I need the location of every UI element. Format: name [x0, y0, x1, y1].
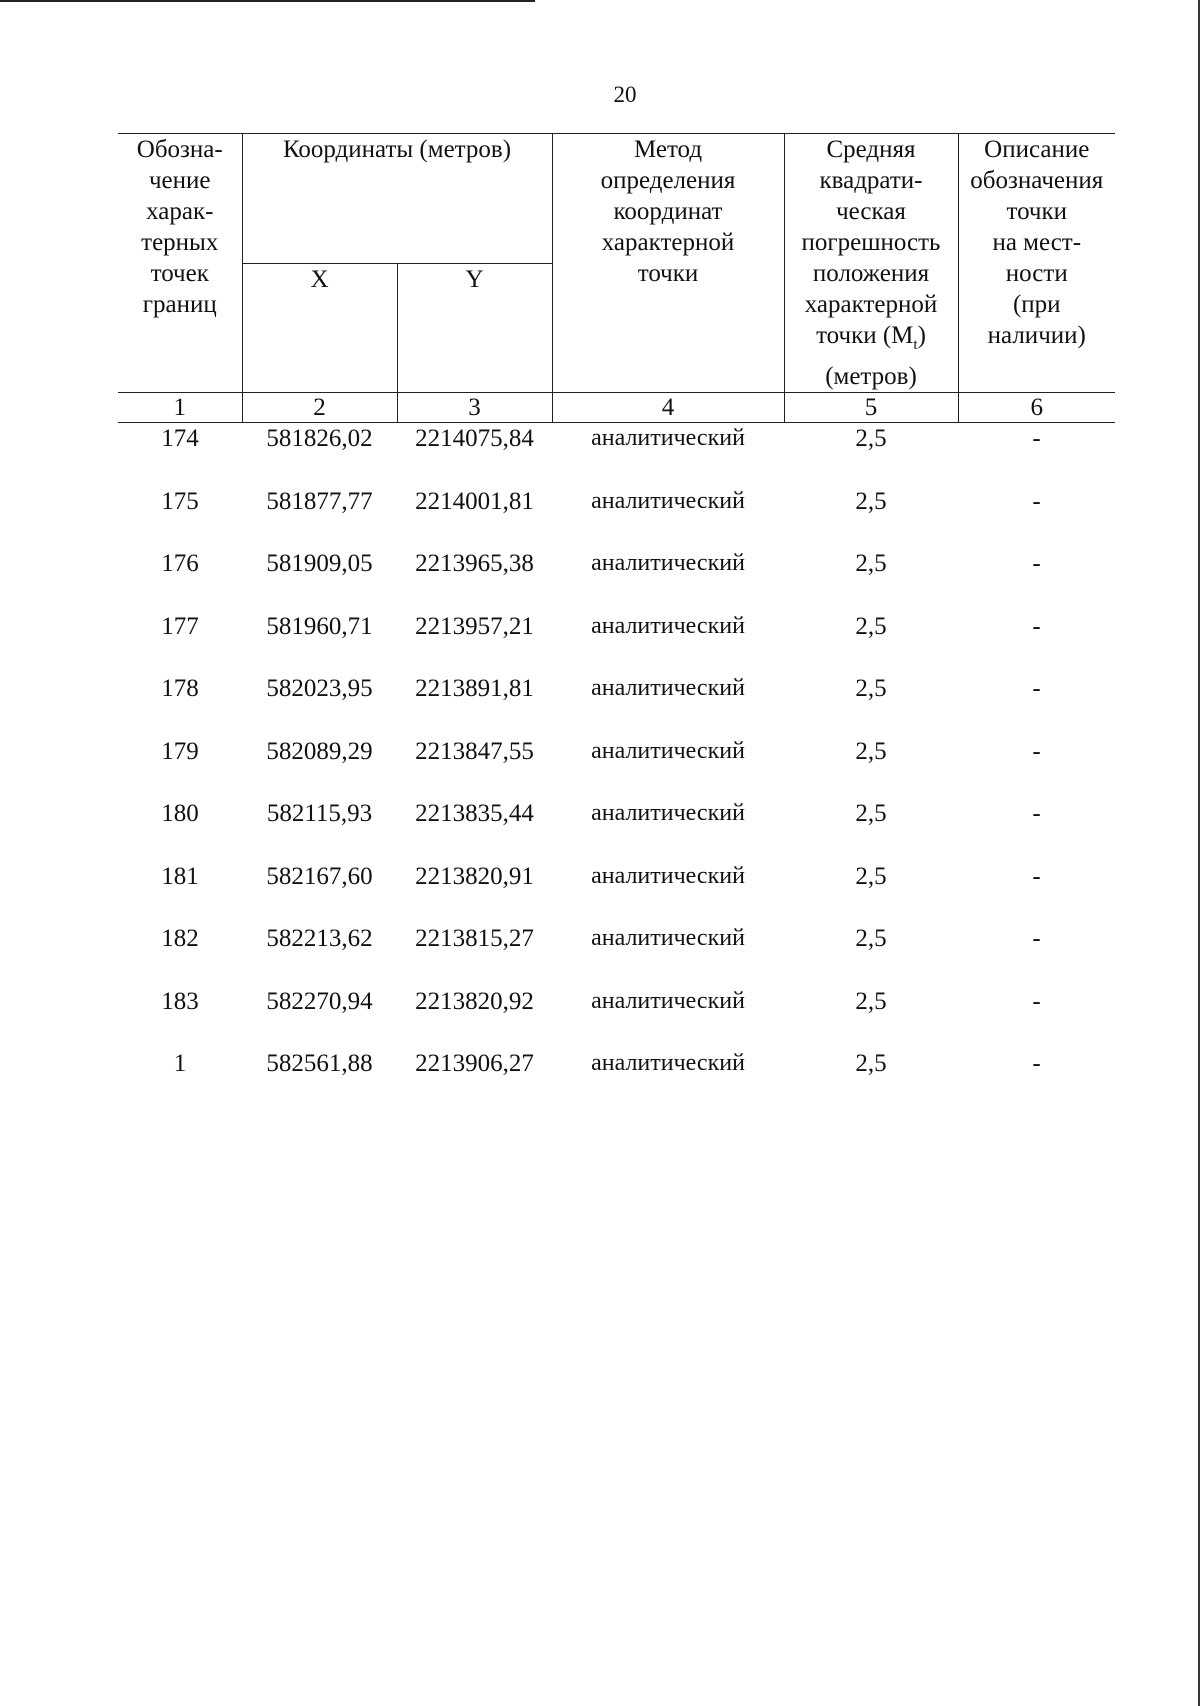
x-cell: 581826,02 [266, 425, 373, 452]
y-cell: 2213820,92 [415, 987, 534, 1015]
point-cell: 177 [161, 612, 199, 640]
header-designation [118, 134, 242, 393]
description-cell: - [1032, 862, 1041, 890]
x-cell: 581909,05 [266, 550, 373, 577]
column-number: 6 [958, 393, 1115, 423]
header-line: (метров) [825, 363, 917, 390]
table-row [118, 423, 1115, 486]
method-cell: аналитический [591, 675, 745, 701]
table-row [118, 798, 1115, 861]
error-cell: 2,5 [855, 862, 887, 890]
header-line: характерной [601, 229, 735, 256]
error-cell: 2,5 [855, 550, 887, 577]
column-numbers-row [118, 393, 1115, 423]
y-cell: 2213957,21 [415, 612, 534, 640]
point-cell: 181 [161, 862, 199, 890]
y-cell: 2213820,91 [415, 862, 534, 890]
header-line: Описание [984, 136, 1090, 163]
mt-suffix: ) [917, 322, 926, 349]
y-cell: 2213965,38 [415, 550, 534, 577]
header-line: точек [150, 260, 209, 287]
x-cell: 582023,95 [266, 675, 373, 702]
description-cell: - [1032, 487, 1041, 515]
header-line: точки [637, 260, 699, 287]
error-cell: 2,5 [855, 612, 887, 640]
header-line: ности [1005, 260, 1068, 287]
x-cell: 581960,71 [266, 612, 373, 640]
header-line: характерной [804, 291, 938, 318]
header-rmse [784, 134, 958, 393]
header-line: терных [141, 229, 219, 256]
table-row [118, 486, 1115, 549]
page-number: 20 [613, 82, 637, 107]
column-number: 5 [784, 393, 958, 423]
error-cell: 2,5 [855, 1050, 887, 1077]
x-cell: 582089,29 [266, 737, 373, 765]
method-cell: аналитический [591, 612, 745, 639]
y-cell: 2213815,27 [415, 925, 534, 952]
error-cell: 2,5 [855, 925, 887, 952]
table-row [118, 611, 1115, 674]
point-cell: 183 [161, 987, 199, 1015]
boundary-points-table [118, 133, 1115, 1111]
point-cell: 175 [161, 487, 199, 515]
x-cell: 582270,94 [266, 987, 373, 1015]
table-row [118, 923, 1115, 986]
x-cell: 581877,77 [266, 487, 373, 515]
header-line: Обозна- [136, 136, 223, 163]
y-cell: 2213906,27 [415, 1050, 534, 1077]
method-cell: аналитический [591, 987, 745, 1014]
column-number: 3 [397, 393, 552, 423]
table-row [118, 861, 1115, 924]
method-cell: аналитический [591, 425, 745, 451]
table-row [118, 673, 1115, 736]
table-row [118, 548, 1115, 611]
document-sheet [118, 133, 1115, 1111]
x-cell: 582167,60 [266, 862, 373, 890]
error-cell: 2,5 [855, 737, 887, 765]
header-line: положения [812, 260, 930, 287]
description-cell: - [1032, 425, 1041, 452]
point-cell: 179 [161, 737, 199, 765]
point-cell: 176 [161, 550, 199, 577]
header-line: границ [142, 291, 217, 318]
header-line: Средняя [826, 136, 916, 163]
point-cell: 182 [161, 925, 199, 952]
y-cell: 2214075,84 [415, 425, 534, 452]
header-line: на мест- [992, 229, 1082, 256]
table-row [118, 986, 1115, 1049]
description-cell: - [1032, 675, 1041, 702]
error-cell: 2,5 [855, 675, 887, 702]
description-cell: - [1032, 550, 1041, 577]
description-cell: - [1032, 737, 1041, 765]
method-cell: аналитический [591, 487, 745, 514]
header-line: харак- [146, 198, 214, 225]
table-body [118, 423, 1115, 1111]
description-cell: - [1032, 612, 1041, 640]
y-cell: 2214001,81 [415, 487, 534, 515]
method-cell: аналитический [591, 862, 745, 889]
header-line: (при [1012, 291, 1061, 318]
header-line: определения [600, 167, 736, 194]
table-row [118, 736, 1115, 799]
method-cell: аналитический [591, 1050, 745, 1076]
description-cell: - [1032, 925, 1041, 952]
y-cell: 2213891,81 [415, 675, 534, 702]
x-cell: 582561,88 [266, 1050, 373, 1077]
point-cell: 180 [161, 800, 199, 827]
header-line: Метод [633, 136, 703, 163]
error-cell: 2,5 [855, 425, 887, 452]
header-y: Y [397, 263, 552, 393]
header-line: ческая [836, 198, 906, 225]
description-cell: - [1032, 1050, 1041, 1077]
method-cell: аналитический [591, 737, 745, 764]
table-row [118, 1048, 1115, 1111]
header-description [958, 134, 1115, 393]
description-cell: - [1032, 987, 1041, 1015]
error-cell: 2,5 [855, 800, 887, 827]
mt-subscript: t [913, 337, 918, 353]
point-cell: 178 [161, 675, 199, 702]
header-line: наличии) [987, 322, 1086, 349]
column-number: 1 [118, 393, 242, 423]
header-line: координат [613, 198, 723, 225]
method-cell: аналитический [591, 550, 745, 576]
header-line: квадрати- [819, 167, 923, 194]
column-number: 4 [552, 393, 784, 423]
header-coordinates-group: Координаты (метров) [242, 134, 552, 264]
error-cell: 2,5 [855, 987, 887, 1015]
header-line: обозначения [970, 167, 1104, 194]
header-line: погрешность [801, 229, 941, 256]
method-cell: аналитический [591, 925, 745, 951]
point-cell: 174 [161, 425, 199, 452]
x-cell: 582115,93 [266, 800, 373, 827]
error-cell: 2,5 [855, 487, 887, 515]
y-cell: 2213835,44 [415, 800, 534, 827]
header-x: X [242, 263, 397, 393]
scan-top-rule [0, 0, 535, 2]
mt-prefix: точки (M [816, 322, 914, 349]
table-header [118, 134, 1115, 423]
column-number: 2 [242, 393, 397, 423]
y-cell: 2213847,55 [415, 737, 534, 765]
header-line-mt [816, 322, 926, 353]
header-method [552, 134, 784, 393]
x-cell: 582213,62 [266, 925, 373, 952]
method-cell: аналитический [591, 800, 745, 826]
description-cell: - [1032, 800, 1041, 827]
header-line: чение [148, 167, 211, 194]
header-line: точки [1006, 198, 1068, 225]
point-cell: 1 [173, 1050, 187, 1077]
